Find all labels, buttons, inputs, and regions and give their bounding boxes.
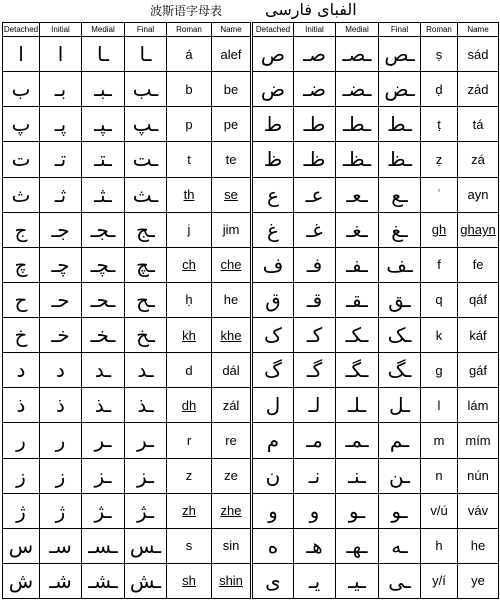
left-final-form: ـر [125,423,167,458]
right-initial-form: نـ [294,458,336,493]
right-initial-form: قـ [294,282,336,317]
right-medial-form: ـظـ [336,142,379,177]
left-detached-form: ت [3,142,40,177]
left-final-form: ـپ [125,107,167,142]
left-detached-form: ز [3,458,40,493]
right-final-form: ـن [379,458,421,493]
table-row [3,388,499,423]
right-romanization: y/í [421,563,458,598]
left-romanization: t [167,142,212,177]
left-romanization: p [167,107,212,142]
right-medial-form: ـو [336,493,379,528]
left-letter-name: ze [212,458,252,493]
left-initial-form: پـ [40,107,82,142]
left-final-form: ـش [125,563,167,598]
left-detached-form: ذ [3,388,40,423]
left-romanization: ḥ [167,282,212,317]
right-final-form: ـه [379,528,421,563]
left-medial-form: ـشـ [82,563,125,598]
left-detached-form: ش [3,563,40,598]
right-detached-form: ظ [252,142,294,177]
right-letter-name: nún [458,458,499,493]
left-detached-form: ث [3,177,40,212]
right-final-form: ـف [379,247,421,282]
left-romanization: th [167,177,212,212]
right-initial-form: مـ [294,423,336,458]
right-medial-form: ـصـ [336,37,379,72]
right-initial-form: ضـ [294,72,336,107]
table-row [3,458,499,493]
right-romanization: m [421,423,458,458]
left-final-form: ـح [125,282,167,317]
table-row [3,142,499,177]
left-medial-form: ـا [82,37,125,72]
right-detached-form: ی [252,563,294,598]
header-final: Final [125,23,167,37]
left-romanization: á [167,37,212,72]
table-row [3,282,499,317]
right-initial-form: غـ [294,212,336,247]
table-row [3,247,499,282]
right-initial-form: صـ [294,37,336,72]
left-detached-form: ا [3,37,40,72]
left-romanization: sh [167,563,212,598]
left-letter-name: re [212,423,252,458]
right-medial-form: ـیـ [336,563,379,598]
left-medial-form: ـجـ [82,212,125,247]
left-initial-form: بـ [40,72,82,107]
right-final-form: ـک [379,318,421,353]
left-final-form: ـت [125,142,167,177]
right-initial-form: و [294,493,336,528]
right-detached-form: ل [252,388,294,423]
left-initial-form: ثـ [40,177,82,212]
left-final-form: ـب [125,72,167,107]
right-detached-form: گ [252,353,294,388]
right-medial-form: ـنـ [336,458,379,493]
left-final-form: ـد [125,353,167,388]
right-letter-name: he [458,528,499,563]
left-final-form: ـز [125,458,167,493]
table-row [3,212,499,247]
left-medial-form: ـر [82,423,125,458]
right-letter-name: ye [458,563,499,598]
header-roman: Roman [421,23,458,37]
left-romanization: zh [167,493,212,528]
alphabet-table [2,22,499,599]
left-initial-form: ذ [40,388,82,423]
left-detached-form: چ [3,247,40,282]
left-initial-form: چـ [40,247,82,282]
left-initial-form: سـ [40,528,82,563]
header-initial: Initial [294,23,336,37]
table-row [3,353,499,388]
left-initial-form: ز [40,458,82,493]
right-letter-name: lám [458,388,499,423]
header-detached: Detached [3,23,40,37]
right-final-form: ـغ [379,212,421,247]
right-medial-form: ـلـ [336,388,379,423]
table-row [3,72,499,107]
left-letter-name: zhe [212,493,252,528]
right-medial-form: ـعـ [336,177,379,212]
header-medial: Medial [82,23,125,37]
header-roman: Roman [167,23,212,37]
left-letter-name: se [212,177,252,212]
left-initial-form: ا [40,37,82,72]
left-detached-form: س [3,528,40,563]
right-final-form: ـص [379,37,421,72]
right-final-form: ـل [379,388,421,423]
right-initial-form: لـ [294,388,336,423]
right-letter-name: sád [458,37,499,72]
left-letter-name: dál [212,353,252,388]
left-medial-form: ـد [82,353,125,388]
header-final: Final [379,23,421,37]
right-initial-form: ظـ [294,142,336,177]
left-detached-form: پ [3,107,40,142]
right-medial-form: ـکـ [336,318,379,353]
right-medial-form: ـطـ [336,107,379,142]
left-initial-form: تـ [40,142,82,177]
header-detached: Detached [252,23,294,37]
left-initial-form: ژ [40,493,82,528]
left-letter-name: jim [212,212,252,247]
right-romanization: g [421,353,458,388]
table-row [3,37,499,72]
right-medial-form: ـمـ [336,423,379,458]
left-final-form: ـج [125,212,167,247]
right-initial-form: فـ [294,247,336,282]
right-medial-form: ـفـ [336,247,379,282]
left-romanization: b [167,72,212,107]
right-final-form: ـم [379,423,421,458]
right-detached-form: ه [252,528,294,563]
left-final-form: ـژ [125,493,167,528]
right-final-form: ـق [379,282,421,317]
left-medial-form: ـذ [82,388,125,423]
right-romanization: n [421,458,458,493]
left-letter-name: be [212,72,252,107]
table-row [3,318,499,353]
left-final-form: ـذ [125,388,167,423]
left-initial-form: شـ [40,563,82,598]
right-romanization: h [421,528,458,563]
right-medial-form: ـهـ [336,528,379,563]
right-final-form: ـگ [379,353,421,388]
left-detached-form: ب [3,72,40,107]
header-row [3,23,499,37]
header-medial: Medial [336,23,379,37]
table-row [3,177,499,212]
left-medial-form: ـبـ [82,72,125,107]
right-romanization: ẓ [421,142,458,177]
left-detached-form: ج [3,212,40,247]
right-letter-name: mím [458,423,499,458]
right-letter-name: qáf [458,282,499,317]
left-letter-name: shin [212,563,252,598]
right-detached-form: ع [252,177,294,212]
right-letter-name: váv [458,493,499,528]
right-detached-form: م [252,423,294,458]
right-medial-form: ـضـ [336,72,379,107]
left-medial-form: ـحـ [82,282,125,317]
right-detached-form: ن [252,458,294,493]
right-final-form: ـو [379,493,421,528]
right-detached-form: ق [252,282,294,317]
left-initial-form: خـ [40,318,82,353]
right-letter-name: gáf [458,353,499,388]
right-letter-name: ayn [458,177,499,212]
left-romanization: j [167,212,212,247]
left-medial-form: ـتـ [82,142,125,177]
left-initial-form: حـ [40,282,82,317]
right-romanization: ṭ [421,107,458,142]
right-initial-form: کـ [294,318,336,353]
table-row [3,107,499,142]
right-romanization: f [421,247,458,282]
right-detached-form: غ [252,212,294,247]
left-romanization: r [167,423,212,458]
left-initial-form: د [40,353,82,388]
right-detached-form: ط [252,107,294,142]
right-initial-form: طـ [294,107,336,142]
left-medial-form: ـسـ [82,528,125,563]
left-letter-name: te [212,142,252,177]
right-medial-form: ـغـ [336,212,379,247]
left-romanization: dh [167,388,212,423]
header-name: Name [212,23,252,37]
right-romanization: ḍ [421,72,458,107]
left-letter-name: che [212,247,252,282]
left-medial-form: ـثـ [82,177,125,212]
right-initial-form: عـ [294,177,336,212]
left-detached-form: ر [3,423,40,458]
left-medial-form: ـخـ [82,318,125,353]
left-final-form: ـچ [125,247,167,282]
left-detached-form: خ [3,318,40,353]
right-letter-name: tá [458,107,499,142]
right-romanization: l [421,388,458,423]
header-initial: Initial [40,23,82,37]
left-romanization: ch [167,247,212,282]
right-romanization: gh [421,212,458,247]
table-row [3,423,499,458]
left-detached-form: د [3,353,40,388]
right-detached-form: و [252,493,294,528]
left-final-form: ـث [125,177,167,212]
right-medial-form: ـقـ [336,282,379,317]
chinese-title: 波斯语字母表 [150,4,223,18]
persian-title: الفبای فارسی [265,0,357,19]
right-letter-name: zá [458,142,499,177]
right-romanization: k [421,318,458,353]
right-romanization: ʿ [421,177,458,212]
left-medial-form: ـچـ [82,247,125,282]
right-letter-name: zád [458,72,499,107]
right-initial-form: هـ [294,528,336,563]
right-final-form: ـظ [379,142,421,177]
table-row [3,493,499,528]
left-initial-form: ر [40,423,82,458]
left-letter-name: he [212,282,252,317]
right-romanization: ṣ [421,37,458,72]
left-romanization: s [167,528,212,563]
table-row [3,563,499,598]
header-name: Name [458,23,499,37]
page-header [0,0,500,22]
right-detached-form: ض [252,72,294,107]
left-romanization: kh [167,318,212,353]
left-letter-name: alef [212,37,252,72]
right-final-form: ـی [379,563,421,598]
left-final-form: ـس [125,528,167,563]
left-letter-name: pe [212,107,252,142]
left-letter-name: zál [212,388,252,423]
left-romanization: d [167,353,212,388]
right-initial-form: گـ [294,353,336,388]
right-final-form: ـض [379,72,421,107]
right-romanization: q [421,282,458,317]
right-detached-form: ک [252,318,294,353]
right-letter-name: káf [458,318,499,353]
left-romanization: z [167,458,212,493]
right-medial-form: ـگـ [336,353,379,388]
left-medial-form: ـژ [82,493,125,528]
right-final-form: ـط [379,107,421,142]
left-final-form: ـا [125,37,167,72]
right-final-form: ـع [379,177,421,212]
right-detached-form: ف [252,247,294,282]
left-detached-form: ح [3,282,40,317]
left-letter-name: sin [212,528,252,563]
right-romanization: v/ú [421,493,458,528]
left-detached-form: ژ [3,493,40,528]
left-final-form: ـخ [125,318,167,353]
left-initial-form: جـ [40,212,82,247]
right-letter-name: ghayn [458,212,499,247]
right-initial-form: یـ [294,563,336,598]
right-detached-form: ص [252,37,294,72]
table-row [3,528,499,563]
left-medial-form: ـپـ [82,107,125,142]
left-letter-name: khe [212,318,252,353]
right-letter-name: fe [458,247,499,282]
left-medial-form: ـز [82,458,125,493]
